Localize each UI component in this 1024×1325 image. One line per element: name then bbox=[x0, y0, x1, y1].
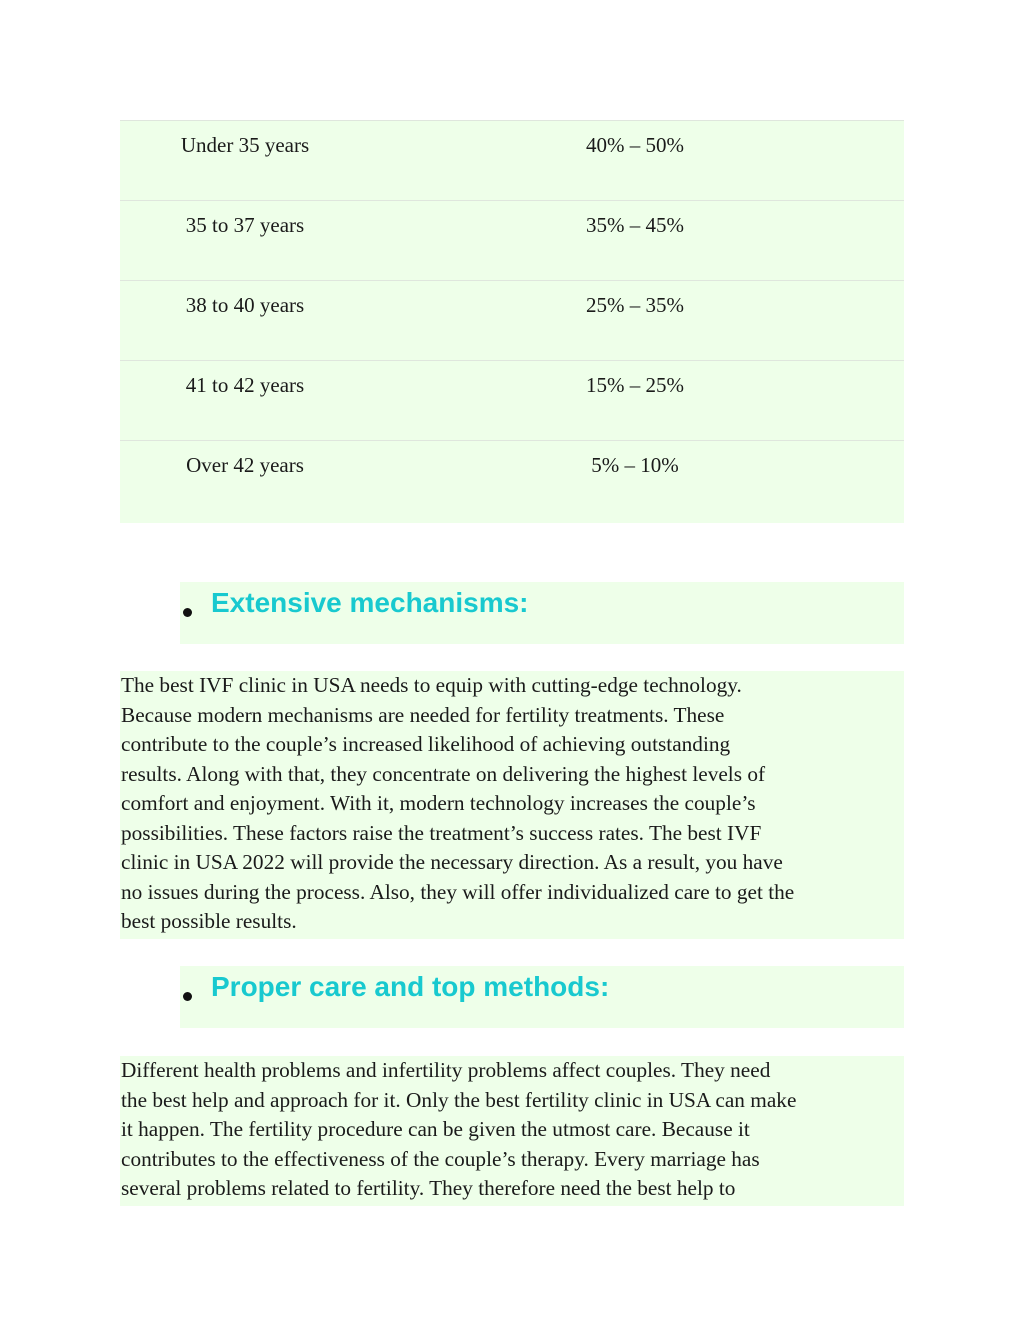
age-cell: 41 to 42 years bbox=[185, 373, 305, 397]
rate-cell: 40% – 50% bbox=[586, 133, 684, 157]
paragraph-line: Different health problems and infertility problems affect couples. They need bbox=[121, 1058, 771, 1082]
paragraph-line: results. Along with that, they concentrate on delivering the highest levels of bbox=[121, 761, 766, 786]
section-heading-proper-care bbox=[180, 966, 904, 1028]
paragraph-line: comfort and enjoyment. With it, modern technology increases the couple’s bbox=[121, 791, 756, 815]
paragraph-line: contributes to the effectiveness of the couple’s therapy. Every marriage has bbox=[121, 1146, 760, 1171]
paragraph-line: best possible results. bbox=[121, 909, 297, 933]
table-row bbox=[120, 361, 904, 441]
rate-cell: 25% – 35% bbox=[586, 293, 684, 317]
section-paragraph-proper-care bbox=[120, 1056, 904, 1206]
paragraph-line: contribute to the couple’s increased likelihood of achieving outstanding bbox=[121, 732, 731, 756]
section-paragraph-extensive-mechanisms bbox=[120, 671, 904, 939]
age-cell: Under 35 years bbox=[180, 133, 310, 157]
paragraph-line: several problems related to fertility. They therefore need the best help to bbox=[121, 1176, 736, 1200]
paragraph-line: possibilities. These factors raise the treatment’s success rates. The best IVF bbox=[121, 820, 762, 845]
rate-cell: 35% – 45% bbox=[586, 213, 684, 237]
table-row bbox=[120, 441, 904, 523]
success-rate-table bbox=[120, 120, 904, 523]
bullet-icon bbox=[183, 608, 192, 617]
paragraph-line: it happen. The fertility procedure can be given the utmost care. Because it bbox=[121, 1117, 750, 1141]
rate-cell: 5% – 10% bbox=[591, 453, 679, 477]
table-row bbox=[120, 281, 904, 361]
section-heading-extensive-mechanisms bbox=[180, 582, 904, 644]
paragraph-line: The best IVF clinic in USA needs to equip with cutting-edge technology. bbox=[121, 673, 742, 697]
age-cell: Over 42 years bbox=[186, 453, 304, 477]
bullet-icon bbox=[183, 992, 192, 1001]
age-cell: 38 to 40 years bbox=[185, 293, 305, 317]
rate-cell: 15% – 25% bbox=[586, 373, 684, 397]
section-heading-text: Extensive mechanisms: bbox=[211, 587, 529, 618]
paragraph-line: no issues during the process. Also, they will offer individualized care to get the bbox=[121, 879, 795, 904]
table-row bbox=[120, 201, 904, 281]
age-cell: 35 to 37 years bbox=[185, 213, 305, 237]
paragraph-line: clinic in USA 2022 will provide the necessary direction. As a result, you have bbox=[121, 850, 783, 874]
paragraph-line: Because modern mechanisms are needed for fertility treatments. These bbox=[121, 702, 725, 727]
section-heading-text: Proper care and top methods: bbox=[211, 971, 610, 1002]
paragraph-line: the best help and approach for it. Only the best fertility clinic in USA can make bbox=[121, 1087, 797, 1112]
table-row bbox=[120, 121, 904, 201]
